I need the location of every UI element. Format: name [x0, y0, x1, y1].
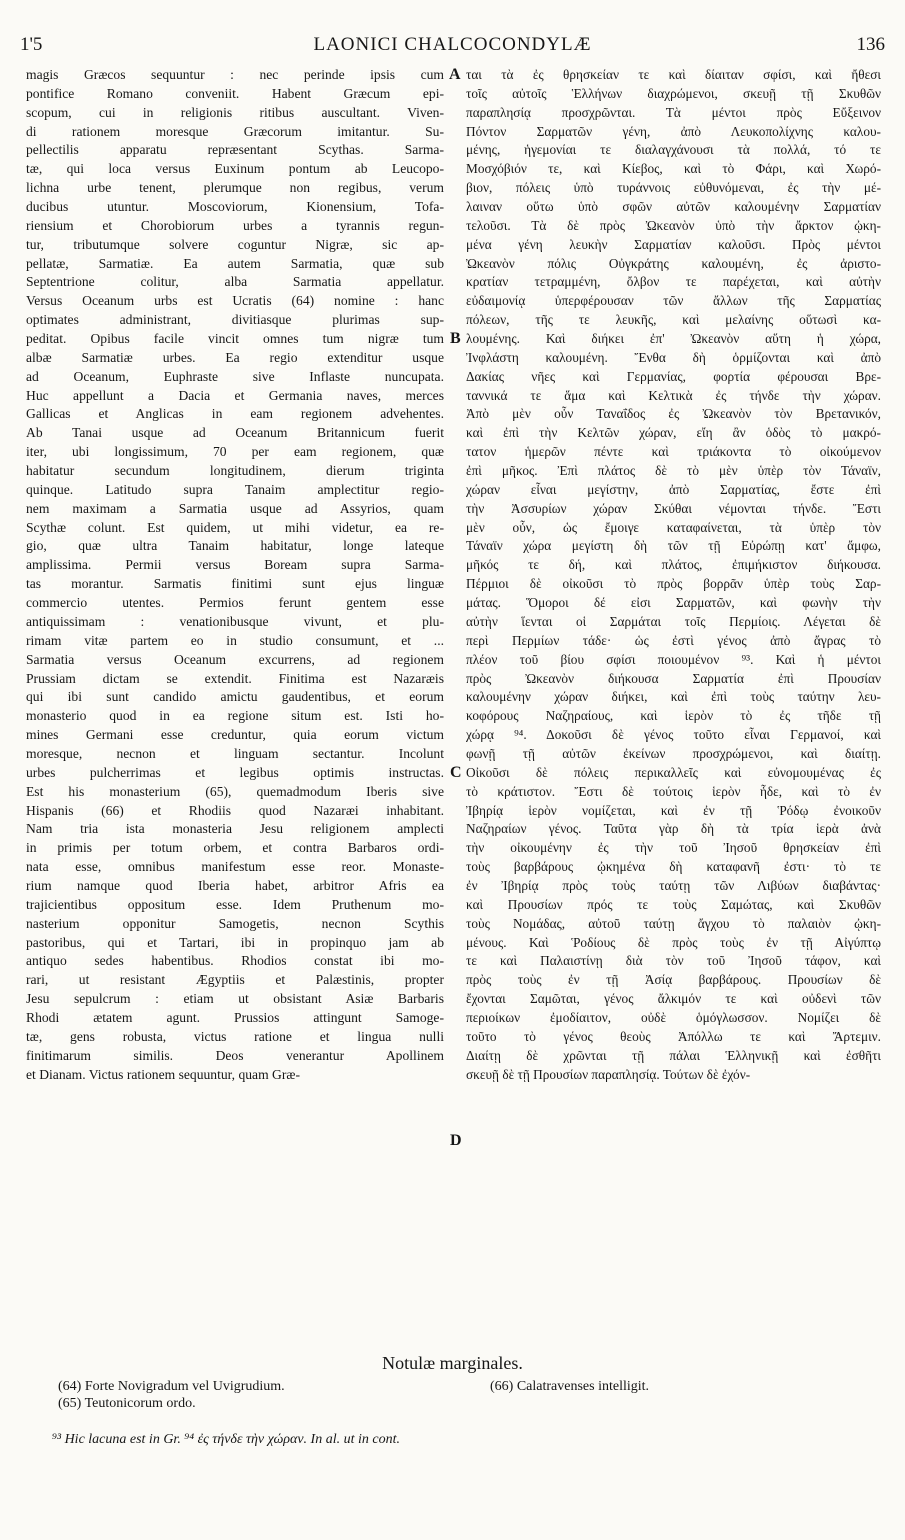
latin-text-line: lichna urbe tenent, plerumque non regibus, verum — [26, 180, 444, 196]
greek-column — [466, 66, 881, 1356]
marginal-note: (66) Calatravenses intelligit. — [490, 1379, 650, 1394]
greek-text-line: Πέρμιοι δὲ οἰκοῦσι τὸ πρὸς βορρᾶν ὑπὲρ τοὺς Σαρ- — [466, 576, 881, 592]
greek-text-line: μένα γένη λευκὴν Σαρματίαν καλοῦσι. Πρὸς μέντοι — [466, 236, 881, 252]
greek-text-line: χώρᾳ ⁹⁴. Δοκοῦσι δὲ γένος τοῦτο εἶναι Γερμανοί, καὶ — [466, 727, 881, 743]
greek-text-line: ἐπὶ μῆκος. Ἐπὶ πλάτος δὲ τὸ μὲν ὑπὲρ τὸν Τάναϊν, — [466, 463, 881, 479]
latin-text-line: iter, ubi longissimum, 70 per eam regionem, quæ — [26, 444, 444, 460]
greek-text-line: τε καὶ Παλαιστίνῃ διὰ τὸν τοῦ Ἰησοῦ τάφον, καὶ — [466, 953, 881, 969]
latin-text-line: mines Germani esse creduntur, quia eorum victum — [26, 727, 444, 743]
latin-text-line: amplissima. Permii versus Boream supra Sarma- — [26, 557, 444, 573]
latin-column — [26, 66, 444, 1356]
latin-text-line: pellatæ, Sarmatiæ. Ea autem Sarmatia, quæ sub — [26, 255, 444, 271]
greek-text-line: τελοῦσι. Τὰ δὲ πρὸς Ὠκεανὸν ὑπὸ τὴν ἄρκτον ᾠκη- — [466, 217, 881, 233]
section-marker-c: C — [450, 764, 462, 781]
greek-text-line: Ἰνφλάστη καλουμένη. Ἔνθα δὴ ὁρμίζονται καὶ ἀπὸ — [466, 349, 881, 365]
latin-text-line: Scythæ colunt. Est quidem, ut mihi videtur, ea re- — [26, 519, 444, 535]
latin-text-line: Jesu sepulcrum : etiam ut obsistant Asiæ Barbaris — [26, 991, 444, 1007]
greek-text-line: εὐδαιμονίᾳ ὑπερφέρουσαν τῶν ἄλλων τῆς Σαρματίας — [466, 293, 881, 309]
greek-text-line: πόλεων, τῆς τε λευκῆς, καὶ μελαίνης οὕτωσὶ κα- — [466, 312, 881, 328]
latin-text-line: in primis per totum orbem, et contra Barbaros ordi- — [26, 840, 444, 856]
greek-text-line: μάτας. Ὅμοροι δέ εἰσι Σαρματῶν, καὶ φωνὴν τὴν — [466, 595, 881, 611]
latin-text-line: quinque. Latitudo supra Tanaim amplectitur regio- — [26, 481, 444, 497]
latin-text-line: Est his monasterium (65), quemadmodum Iberis sive — [26, 783, 444, 799]
greek-text-line: Ἰβηρίᾳ ἱερὸν νομίζεται, καὶ ἐν τῇ Ῥόδῳ ἐνοικοῦν — [466, 802, 881, 818]
running-header — [20, 34, 885, 60]
greek-text-line: τοὺς βαρβάρους ᾠκημένα δὴ καταφανῆ ἐστι· τὸ τε — [466, 859, 881, 875]
section-marker-b: B — [450, 330, 461, 347]
latin-text-line: tas morantur. Sarmatis finitimi sunt ejus linguæ — [26, 576, 444, 592]
greek-text-line: Ναζηραίων γένος. Ταῦτα γὰρ δὴ τὰ τρία ἱερὰ ἀνὰ — [466, 821, 881, 837]
greek-text-line: Οἰκοῦσι δὲ πόλεις περικαλλεῖς καὶ εὐνομουμένας ἐς — [466, 764, 881, 780]
greek-text-line: σκευῇ δὲ τῇ Προυσίων παραπλησίᾳ. Τούτων δὲ ἐχόν- — [466, 1066, 751, 1082]
greek-text-line: τοῦτο τὸ γένος θεοὺς Ἀπόλλω τε καὶ Ἄρτεμιν. — [466, 1028, 881, 1044]
latin-text-line: ducibus utuntur. Moscoviorum, Kionensium, Tofa- — [26, 199, 444, 215]
greek-text-line: λουμένης. Καὶ διήκει ἐπ' Ὠκεανὸν αὕτη ἡ χώρα, — [466, 331, 881, 347]
latin-text-line: rimam vitæ partem eo in studio consumunt, et ... — [26, 632, 444, 648]
latin-text-line: scopum, cui in religionis ritibus auscultant. Viven- — [26, 104, 444, 120]
latin-text-line: nem maximam a Sarmatia usque ad Assyrios, quam — [26, 500, 444, 516]
greek-text-line: καὶ ἐπὶ τὴν Κελτῶν χώραν, εἴη ἂν ὁδὸς τὸ μακρό- — [466, 425, 881, 441]
latin-text-line: Rhodi ætatem agunt. Prussios attingunt Samoge- — [26, 1009, 444, 1025]
greek-text-line: λαιναν οὕτω ὑπὸ σφῶν αὐτῶν καλουμένην Σαρματίαν — [466, 199, 881, 215]
latin-text-line: urbes pulcherrimas et legibus optimis instructas. — [26, 764, 444, 780]
latin-text-line: optimates administrant, divitiasque plurimas sup- — [26, 312, 444, 328]
latin-text-line: Septentrione colitur, alba Sarmatia appellatur. — [26, 274, 444, 290]
greek-text-line: κρατίαν τετραμμένη, ὄλβον τε παρέχεται, καὶ αὐτὴν — [466, 274, 881, 290]
greek-text-line: ται τὰ ἐς θρησκείαν τε καὶ δίαιταν σφίσι, καὶ ἤθεσι — [466, 67, 881, 82]
greek-text-line: πρὸς τοὺς ἐν τῇ Ἀσίᾳ βαρβάρους. Προυσίων δὲ — [466, 972, 881, 988]
section-marker-d: D — [450, 1132, 462, 1149]
latin-text-line: tæ, qui loca versus Euxinum pontum ab Leucopo- — [26, 161, 444, 177]
latin-text-line: Nam tria ista monasteria Jesu religionem amplecti — [26, 821, 444, 837]
greek-text-line: φωνῇ τῇ αὐτῶν ἐκείνων προσχρώμενοι, καὶ διαίτῃ. — [466, 745, 881, 761]
latin-text-line: Hispanis (66) et Rhodiis quod Nazaræi inhabitant. — [26, 802, 444, 818]
marginal-note: (65) Teutonicorum ordo. — [58, 1396, 196, 1411]
greek-text-line: τοὺς Νομάδας, αὐτοῦ ταύτῃ ἄγχου τὸ παλαιὸν ᾠκη- — [466, 915, 881, 931]
page-number-left: 1'5 — [20, 34, 43, 55]
latin-text-line: Sarmatia versus Oceanum excurrens, ad regionem — [26, 651, 444, 667]
running-title: LAONICI CHALCOCONDYLÆ — [313, 34, 592, 55]
section-marker-a: A — [449, 66, 461, 83]
greek-text-line: κοφόρους Ναζηραίους, καὶ ἱερὸν τὸ ἐς τῆδε τῇ — [466, 708, 881, 724]
greek-text-line: Διαίτῃ δὲ χρῶνται τῇ πάλαι Ἑλληνικῇ καὶ ἐσθῆτι — [466, 1047, 881, 1063]
greek-text-line: μένους. Καὶ Ῥοδίους δὲ πρὸς τοὺς ἐν τῇ Αἰγύπτῳ — [466, 934, 881, 950]
latin-text-line: tur, tributumque solvere coguntur Nigræ, sic ap- — [26, 236, 444, 252]
latin-text-line: Ab Tanai usque ad Oceanum Britannicum fuerit — [26, 425, 444, 441]
greek-text-line: μῆκός τε δή, καὶ πλάτος, ἐπιμήκιστον διήκουσα. — [466, 557, 881, 573]
greek-text-line: μὲν οὖν, ὡς ἔμοιγε καταφαίνεται, τὰ ὑπὲρ τὸν — [466, 519, 881, 535]
latin-text-line: trajicientibus oppositum esse. Idem Pruthenum mo- — [26, 896, 444, 912]
latin-text-line: et Dianam. Victus rationem sequuntur, quam Græ- — [26, 1066, 300, 1082]
greek-text-line: αὐτὴν ἵενται οἱ Σαρμάται τοῖς Περμίοις. Λέγεται δὲ — [466, 613, 881, 629]
greek-text-line: παραπλησίᾳ προσχρῶνται. Τὰ μέντοι πρὸς Εὔξεινον — [466, 104, 881, 120]
bottom-footnote: ⁹³ Hic lacuna est in Gr. ⁹⁴ ἐς τήνδε τὴν χώραν. In al. ut in cont. — [52, 1432, 400, 1447]
greek-text-line: περὶ Περμίων τάδε· ὡς ἐστὶ γένος ἀπὸ ἄγρας τὸ — [466, 632, 881, 648]
greek-text-line: τὸ κράτιστον. Ἔστι δὲ τούτοις ἱερὸν ἦδε, καὶ τὸ ἐν — [466, 783, 881, 799]
latin-text-line: commercio utentes. Permios ferunt gentem esse — [26, 595, 444, 611]
latin-text-line: magis Græcos sequuntur : nec perinde ipsis cum — [26, 67, 444, 82]
greek-text-line: καὶ Προυσίων πρός τε τοὺς Σαμώτας, καὶ Σκυθῶν — [466, 896, 881, 912]
latin-text-line: rium namque quod Iberia habet, arbitror Afris ea — [26, 877, 444, 893]
notes-right — [490, 1378, 890, 1395]
greek-text-line: τοῖς αὐτοῖς Ἑλλήνων διαχρώμενοι, σκευῇ τῇ Σκυθῶν — [466, 85, 881, 101]
greek-text-line: χώραν εἶναι μεγίστην, ἀπὸ Σαρματίας, ἔστε ἐπὶ — [466, 481, 881, 497]
latin-text-line: nata esse, omnibus manifestum esse reor. Monaste- — [26, 859, 444, 875]
latin-text-line: Huc appellunt a Dacia et Germania naves, merces — [26, 387, 444, 403]
page-number-right: 136 — [856, 34, 885, 55]
greek-text-line: Μοσχόβιόν τε, καὶ Κίεβος, καὶ τὸ Φάρι, καὶ Χωρό- — [466, 161, 881, 177]
latin-text-line: tæ, gens robusta, victus ratione et lingua nulli — [26, 1028, 444, 1044]
latin-text-line: antiquo sedes habentibus. Rhodios constat ibi mo- — [26, 953, 444, 969]
marginal-note: (64) Forte Novigradum vel Uvigrudium. — [58, 1379, 285, 1394]
latin-text-line: albæ Sarmatiæ urbes. Ea regio extenditur usque — [26, 349, 444, 365]
latin-text-line: Gallicas et Anglicas in eam regionem advehentes. — [26, 406, 444, 422]
greek-text-line: τατον ἡμερῶν πέντε καὶ τριάκοντα τὸ οἰκούμενον — [466, 444, 881, 460]
latin-text-line: finitimarum similis. Deos venerantur Apollinem — [26, 1047, 444, 1063]
latin-text-line: pastoribus, qui et Tartari, ibi in propinquo jam ab — [26, 934, 444, 950]
latin-text-line: ad Oceanum, Euphraste sive Inflaste nuncupata. — [26, 368, 444, 384]
latin-text-line: riensium et Chorobiorum urbes a tyrannis regun- — [26, 217, 444, 233]
latin-text-line: peditat. Opibus facile vincit omnes tum nigræ tum — [26, 331, 444, 347]
greek-text-line: ἐν Ἰβηρίᾳ πρὸς τοὺς ταύτῃ τῶν Λιβύων διαβάντας· — [466, 877, 881, 893]
notes-title: Notulæ marginales. — [382, 1353, 523, 1373]
latin-text-line: gio, quæ ultra Tanaim habitatur, longe lateque — [26, 538, 444, 554]
latin-text-line: nasterium opponitur Samogetis, necnon Scythis — [26, 915, 444, 931]
greek-text-line: μένης, ἡγεμονίαι τε διαλαγχάνουσι τὰ πολλά, τό τε — [466, 142, 881, 158]
greek-text-line: πλέον τοῦ βίου σφίσι ποιουμένον ⁹³. Καὶ ἡ μέντοι — [466, 651, 881, 667]
greek-text-line: Δακίας νῆες καὶ Γερμανίας, φορτία φέρουσαι Βρε- — [466, 368, 881, 384]
latin-text-line: monasterio quod in ea regione situm est. Isti ho- — [26, 708, 444, 724]
greek-text-line: Πόντον Σαρματῶν γένη, ἀπὸ Λευκοπολίχνης καλου- — [466, 123, 881, 139]
greek-text-line: καλουμένην χώραν διήκει, καὶ ἐπὶ τοὺς ταύτην λευ- — [466, 689, 881, 705]
latin-text-line: habitatur secundum longitudinem, dierum triginta — [26, 463, 444, 479]
greek-text-line: περιοίκων ἐμοδίαιτον, οὐδὲ ὁμόγλωσσον. Νομίζει δὲ — [466, 1009, 881, 1025]
latin-text-line: Prussiam dictam se extendit. Finitima est Nazaræis — [26, 670, 444, 686]
greek-text-line: ταννικά τε ἅμα καὶ Κελτικὰ ἐς τήνδε τὴν χώραν. — [466, 387, 881, 403]
greek-text-line: Ἀπὸ μὲν οὖν Ταναΐδος ἐς Ὠκεανὸν τὸν Βρετανικόν, — [466, 406, 881, 422]
latin-text-line: moresque, necnon et linguam sectantur. Incolunt — [26, 745, 444, 761]
latin-text-line: qui ibi sunt candido amictu gaudentibus, et eorum — [26, 689, 444, 705]
notes-left — [58, 1378, 478, 1412]
greek-text-line: Ὠκεανὸν πόλις Οὐγκράτης καλουμένη, ἐς ἀριστο- — [466, 255, 881, 271]
latin-text-line: Versus Oceanum urbs est Ucratis (64) nomine : hanc — [26, 293, 444, 309]
latin-text-line: di rationem moresque Græcorum imitantur. Su- — [26, 123, 444, 139]
latin-text-line: pellectilis apparatu repræsentant Scythas. Sarma- — [26, 142, 444, 158]
greek-text-line: τὴν Ἀσσυρίων χώραν Σκύθαι νέμονται τήνδε. Ἔστι — [466, 500, 881, 516]
greek-text-line: τὴν οἰκουμένην ἐς τὴν τοῦ Ἰησοῦ θρησκείαν ἐπὶ — [466, 840, 881, 856]
greek-text-line: Τάναϊν χώρα μεγίστη δὴ τῶν τῇ Εὐρώπῃ κατ' ἄμφω, — [466, 538, 881, 554]
latin-text-line: rari, ut resistant Ægyptiis et Palæstinis, propter — [26, 972, 444, 988]
greek-text-line: ἔχονται Σαμῶται, γένος ἄλκιμόν τε καὶ οὐδενὶ τῶν — [466, 991, 881, 1007]
latin-text-line: antiquissimam : venationibusque vivunt, et plu- — [26, 613, 444, 629]
latin-text-line: pontifice Romano conveniit. Habent Græcum epi- — [26, 85, 444, 101]
greek-text-line: βιον, πόλεις ὑπὸ τυράννοις εὐθυνόμεναι, ἐς τὴν μέ- — [466, 180, 881, 196]
greek-text-line: πρὸς Ὠκεανὸν διήκουσα Σαρματία ἐπὶ Προυσίαν — [466, 670, 881, 686]
